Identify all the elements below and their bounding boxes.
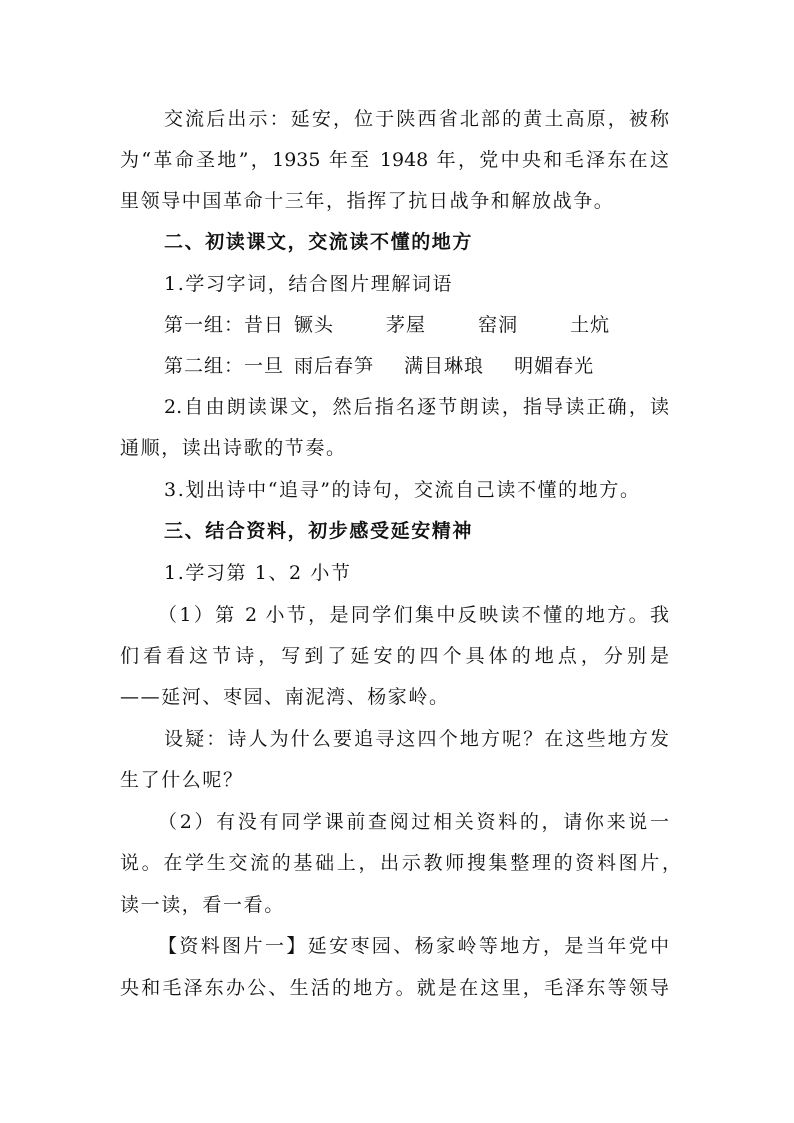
paragraph-intro-line-2: 为“革命圣地”，1935 年至 1948 年，党中央和毛泽东在这	[120, 149, 669, 171]
paragraph-intro-line-3: 里领导中国革命十三年，指挥了抗日战争和解放战争。	[120, 190, 615, 212]
word-group-2-item: 雨后春笋	[294, 355, 375, 377]
word-group-1-label: 第一组：	[164, 314, 245, 336]
word-group-1-item: 镢头	[294, 314, 335, 336]
word-group-2-item: 一旦	[244, 355, 285, 377]
question-2-line-1: （2）有没有同学课前查阅过相关资料的，请你来说一	[158, 811, 669, 833]
resource-1-line-2: 央和毛泽东办公、生活的地方。就是在这里，毛泽东等领导	[120, 977, 669, 999]
step-2-line-2: 通顺，读出诗歌的节奏。	[120, 437, 347, 459]
word-group-1	[164, 313, 610, 337]
section-heading-2: 二、初读课文，交流读不懂的地方	[164, 231, 474, 253]
word-group-2-item: 满目琳琅	[404, 355, 485, 377]
word-group-2	[164, 354, 594, 378]
step-1-text: 1.学习字词，结合图片理解词语	[164, 273, 454, 295]
section-heading-3: 三、结合资料，初步感受延安精神	[164, 520, 474, 542]
word-group-1-item: 昔日	[244, 314, 285, 336]
doubt-line-2: 生了什么呢？	[120, 769, 244, 791]
question-1-line-1: （1）第 2 小节，是同学们集中反映读不懂的地方。我	[158, 604, 669, 626]
question-1-line-2: 们看看这节诗，写到了延安的四个具体的地点，分别是	[120, 645, 669, 667]
question-1-line-3: ——延河、枣园、南泥湾、杨家岭。	[120, 686, 450, 708]
word-group-1-item: 窑洞	[478, 314, 519, 336]
word-group-2-label: 第二组：	[164, 355, 245, 377]
question-2-line-2: 说。在学生交流的基础上，出示教师搜集整理的资料图片，	[120, 852, 681, 874]
doubt-line-1: 设疑：诗人为什么要追寻这四个地方呢？在这些地方发	[164, 728, 669, 750]
resource-1-line-1: 【资料图片一】延安枣园、杨家岭等地方，是当年党中	[158, 935, 669, 957]
word-group-2-item: 明媚春光	[514, 355, 595, 377]
step-3-text: 3.划出诗中“追寻”的诗句，交流自己读不懂的地方。	[164, 479, 641, 501]
word-group-1-item: 土炕	[570, 314, 611, 336]
study-stanza-heading: 1.学习第 1、2 小节	[164, 562, 352, 584]
word-group-1-item: 茅屋	[386, 314, 427, 336]
step-2-line-1: 2.自由朗读课文，然后指名逐节朗读，指导读正确，读	[164, 396, 669, 418]
question-2-line-3: 读一读，看一看。	[120, 894, 285, 916]
paragraph-intro-line-1: 交流后出示：延安，位于陕西省北部的黄土高原，被称	[164, 108, 669, 130]
